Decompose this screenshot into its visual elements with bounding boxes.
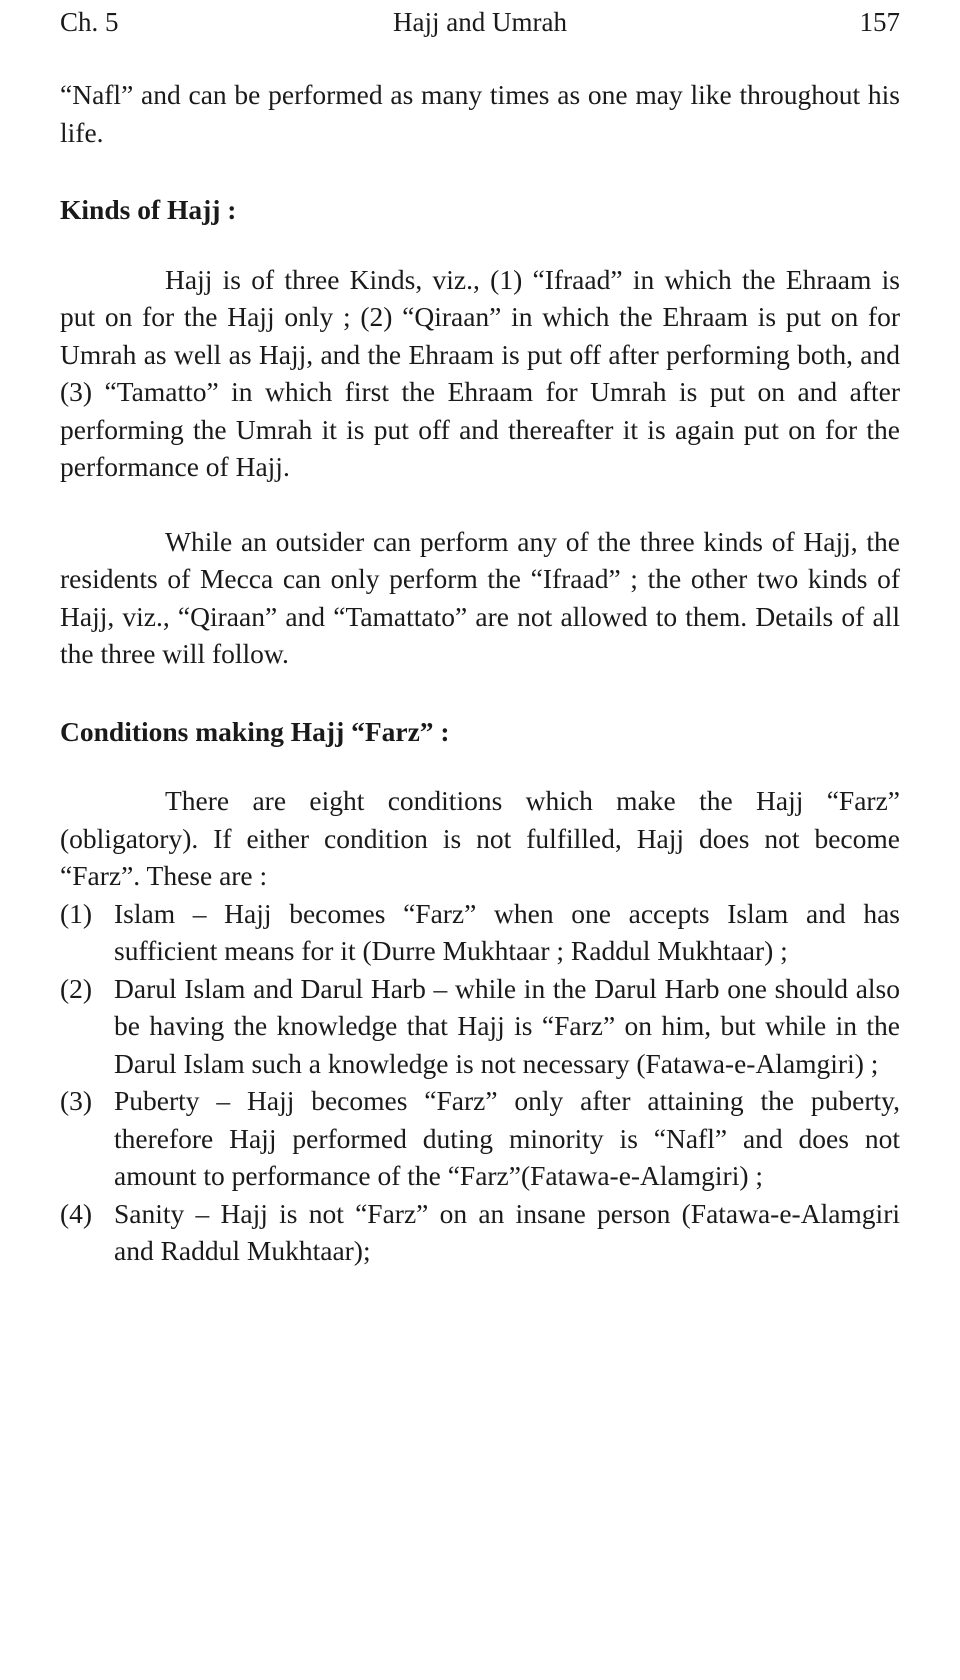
kinds-of-hajj-paragraph: Hajj is of three Kinds, viz., (1) “Ifraad” in which the Ehraam is put on for the Hajj only ; (2) “Qiraan” in which the Ehraam is put on for Umrah as well as Hajj, and the Ehraam is put off after performing both, and (3) “Tamatto” in which first the Ehraam for Umrah is put on and after performing the Umrah it is put off and thereafter it is again put on for the performance of Hajj. <box>60 263 900 482</box>
list-item <box>60 1195 900 1270</box>
conditions-heading: Conditions making Hajj “Farz” : <box>60 715 450 747</box>
conditions-intro-paragraph: There are eight conditions which make the Hajj “Farz” (obligatory). If either condition is not fulfilled, Hajj does not become “Farz”. These are : <box>60 785 900 891</box>
running-title: Hajj and Umrah <box>393 7 567 37</box>
list-item <box>60 1082 900 1195</box>
list-item-number: (1) <box>60 897 93 929</box>
list-item-number: (3) <box>60 1085 93 1116</box>
page-number: 157 <box>859 7 900 37</box>
list-item-text: Puberty – Hajj becomes “Farz” only after attaining the puberty, therefore Hajj performed duting minority is “Nafl” and does not amount to performance of the “Farz”(Fatawa-e-Alamgiri) ; <box>114 1085 900 1191</box>
list-item <box>60 895 900 970</box>
list-item <box>60 970 900 1083</box>
list-item-text: Islam – Hajj becomes “Farz” when one accepts Islam and has sufficient means for it (Durre Mukhtaar ; Raddul Mukhtaar) ; <box>114 897 900 966</box>
list-item-number: (2) <box>60 972 93 1004</box>
intro-continuation-paragraph: “Nafl” and can be performed as many times as one may like throughout his life. <box>60 79 900 148</box>
conditions-list <box>60 895 900 1270</box>
list-item-text: Sanity – Hajj is not “Farz” on an insane person (Fatawa-e-Alamgiri and Raddul Mukhtaar); <box>114 1197 900 1266</box>
running-header <box>60 2 900 42</box>
list-item-number: (4) <box>60 1197 93 1229</box>
list-item-text: Darul Islam and Darul Harb – while in the Darul Harb one should also be having the knowledge that Hajj is “Farz” on him, but while in the Darul Islam such a knowledge is not necessary (Fatawa-e-Alamgiri) ; <box>114 972 900 1079</box>
chapter-label: Ch. 5 <box>60 7 119 37</box>
kinds-of-hajj-heading: Kinds of Hajj : <box>60 194 237 225</box>
outsider-residents-paragraph: While an outsider can perform any of the three kinds of Hajj, the residents of Mecca can only perform the “Ifraad” ; the other two kinds of Hajj, viz., “Qiraan” and “Tamattato” are not allowed to them. Details of all the three will follow. <box>60 525 900 669</box>
page-body <box>60 76 900 1270</box>
